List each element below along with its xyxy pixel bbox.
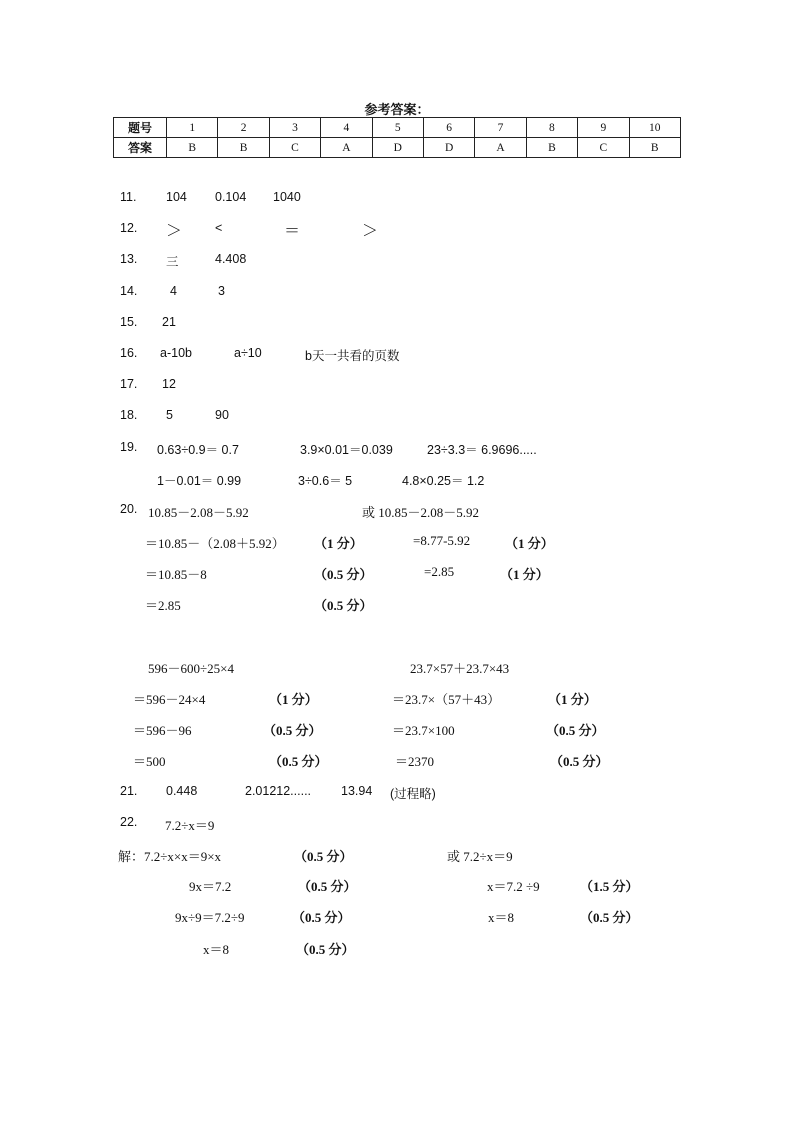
calc-step: =2.85 — [424, 564, 455, 579]
question-number: 20. — [120, 502, 138, 516]
answer-value: 1040 — [273, 190, 301, 204]
row-label-answer: 答案 — [114, 138, 167, 158]
question-number: 21. — [120, 784, 138, 798]
score-label: （0.5 分） — [292, 910, 351, 925]
table-cell: D — [372, 138, 423, 158]
question-number: 16. — [120, 346, 138, 360]
table-cell: C — [269, 138, 320, 158]
answer-value: 0.104 — [215, 190, 247, 204]
score-label: （1 分） — [500, 567, 549, 582]
score-label: （1 分） — [548, 692, 597, 707]
answer-value: 104 — [166, 190, 187, 204]
calc-step: =8.77-5.92 — [413, 533, 471, 548]
answer-value: 4 — [170, 284, 177, 298]
score-label: （0.5 分） — [314, 567, 373, 582]
question-number: 18. — [120, 408, 138, 422]
calc-step: ＝596－24×4 — [133, 692, 206, 707]
calc-step: ＝596－96 — [133, 723, 192, 738]
table-cell: 7 — [475, 118, 526, 138]
answer-value: 3÷0.6＝ 5 — [298, 474, 353, 488]
answer-value: 90 — [215, 408, 229, 422]
page-title: 参考答案： — [364, 102, 430, 117]
score-label: （1 分） — [269, 692, 318, 707]
answer-table — [113, 117, 681, 158]
table-cell: 3 — [269, 118, 320, 138]
table-cell: B — [629, 138, 680, 158]
score-label: （1 分） — [505, 536, 554, 551]
table-row-answers — [114, 138, 681, 158]
score-label: （0.5 分） — [546, 723, 605, 738]
table-cell: 4 — [321, 118, 372, 138]
equation: 7.2÷x＝9 — [165, 818, 215, 833]
table-cell: 2 — [218, 118, 269, 138]
calc-step: ＝23.7×100 — [392, 723, 455, 738]
calc-step: ＝23.7×（57＋43） — [392, 692, 501, 707]
table-cell: 1 — [167, 118, 218, 138]
table-cell: D — [423, 138, 474, 158]
calc-step: ＝2.85 — [145, 598, 181, 613]
answer-value: 4.408 — [215, 252, 247, 266]
question-number: 15. — [120, 315, 138, 329]
answer-value: 12 — [162, 377, 176, 391]
table-cell: B — [526, 138, 577, 158]
table-cell: 10 — [629, 118, 680, 138]
question-number: 14. — [120, 284, 138, 298]
answer-value: a÷10 — [234, 346, 262, 360]
calc-step: 596－600÷25×4 — [148, 661, 234, 676]
score-label: （0.5 分） — [314, 598, 373, 613]
answer-value: 3 — [218, 284, 225, 298]
calc-step: x＝8 — [488, 910, 515, 925]
score-label: （0.5 分） — [263, 723, 322, 738]
question-number: 17. — [120, 377, 138, 391]
answer-value: ＞ — [166, 223, 183, 240]
score-label: （0.5 分） — [550, 754, 609, 769]
question-number: 19. — [120, 440, 138, 454]
table-cell: B — [167, 138, 218, 158]
calc-step: x＝7.2 ÷9 — [487, 879, 540, 894]
score-label: （0.5 分） — [269, 754, 328, 769]
calc-step: x＝8 — [203, 942, 230, 957]
calc-step: ＝2370 — [395, 754, 435, 769]
answer-value: 0.448 — [166, 784, 198, 798]
calc-step: 9x＝7.2 — [189, 879, 232, 894]
answer-value: 三 — [166, 255, 179, 269]
score-label: （0.5 分） — [580, 910, 639, 925]
calc-step: 10.85－2.08－5.92 — [148, 505, 249, 520]
answer-value: b天一共看的页数 — [305, 349, 400, 363]
calc-step: 解：7.2÷x×x＝9×x — [118, 849, 222, 864]
calc-step: ＝10.85－8 — [145, 567, 207, 582]
calc-step: 23.7×57＋23.7×43 — [410, 661, 510, 676]
answer-value: ＝ — [284, 223, 301, 240]
answer-value: ＞ — [362, 223, 379, 240]
answer-value: 23÷3.3＝ 6.9696..... — [427, 443, 537, 457]
answer-value: 2.01212...... — [245, 784, 312, 798]
table-cell: 9 — [578, 118, 629, 138]
answer-value: 0.63÷0.9＝ 0.7 — [157, 443, 239, 457]
answer-value: < — [215, 221, 223, 235]
question-number: 11. — [120, 190, 137, 204]
row-label-number: 题号 — [114, 118, 167, 138]
question-number: 12. — [120, 221, 138, 235]
score-label: （0.5 分） — [294, 849, 353, 864]
table-cell: 5 — [372, 118, 423, 138]
calc-step: 或 10.85－2.08－5.92 — [362, 505, 480, 520]
answer-value: a-10b — [160, 346, 192, 360]
table-row-numbers — [114, 118, 681, 138]
score-label: （1 分） — [314, 536, 363, 551]
table-cell: A — [321, 138, 372, 158]
calc-step: 9x÷9＝7.2÷9 — [175, 910, 245, 925]
calc-step: ＝500 — [133, 754, 166, 769]
answer-value: 1－0.01＝ 0.99 — [157, 474, 242, 488]
score-label: （0.5 分） — [298, 879, 357, 894]
calc-step: 或 7.2÷x＝9 — [447, 849, 513, 864]
answer-value: (过程略) — [390, 787, 436, 801]
table-cell: A — [475, 138, 526, 158]
table-cell: C — [578, 138, 629, 158]
calc-step: ＝10.85－（2.08＋5.92） — [145, 536, 285, 551]
table-cell: 6 — [423, 118, 474, 138]
answer-value: 5 — [166, 408, 173, 422]
score-label: （0.5 分） — [296, 942, 355, 957]
score-label: （1.5 分） — [580, 879, 639, 894]
question-number: 22. — [120, 815, 138, 829]
table-cell: 8 — [526, 118, 577, 138]
answer-value: 4.8×0.25＝ 1.2 — [402, 474, 485, 488]
answer-value: 21 — [162, 315, 176, 329]
question-number: 13. — [120, 252, 138, 266]
answer-value: 3.9×0.01＝0.039 — [300, 443, 393, 457]
answer-value: 13.94 — [341, 784, 373, 798]
table-cell: B — [218, 138, 269, 158]
